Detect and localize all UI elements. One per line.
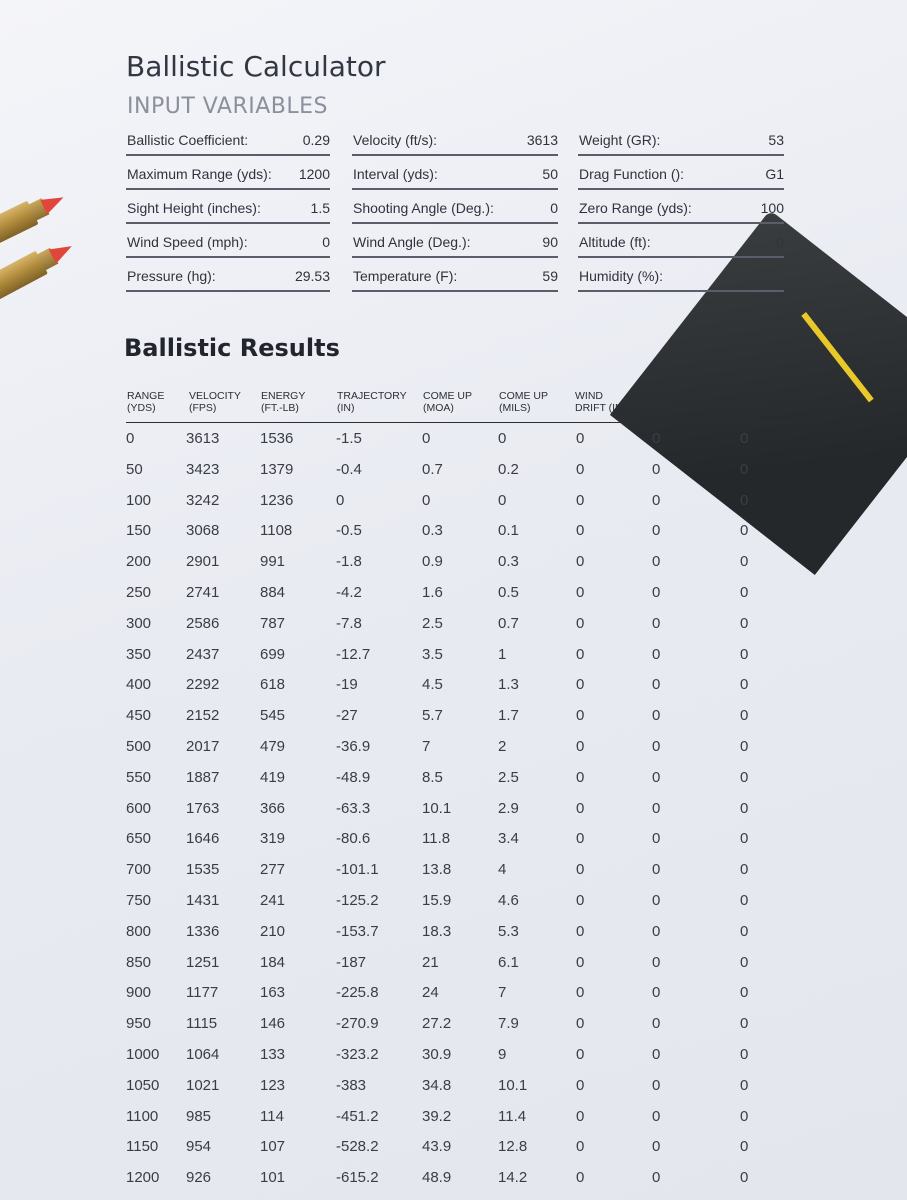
- cell-trajectory: -27: [336, 707, 358, 725]
- cell-velocity: 1646: [186, 830, 220, 848]
- table-row: [126, 917, 826, 948]
- table-row: [126, 670, 826, 701]
- column-header-energy: ENERGY (FT.-LB): [261, 390, 306, 414]
- cell-come-up-moa: 2.5: [422, 614, 443, 632]
- cell-velocity: 3613: [186, 430, 220, 447]
- cell-come-up-mils: 11.4: [498, 1107, 527, 1125]
- table-row: [126, 424, 826, 455]
- cell-range: 400: [126, 676, 152, 694]
- cell-trajectory: 0: [336, 491, 345, 509]
- table-row: [126, 886, 826, 917]
- page-title: Ballistic Calculator: [126, 50, 386, 83]
- cell-wind-drift-in: 0: [576, 491, 585, 509]
- cell-wind-drift-moa: 0: [652, 553, 661, 571]
- cell-wind-drift-in: 0: [576, 614, 585, 632]
- column-header-wind-drift-moa: WIND DRIFT (MOA): [652, 390, 714, 414]
- cell-come-up-moa: 24: [422, 984, 439, 1002]
- cell-trajectory: -270.9: [336, 1015, 379, 1033]
- table-row: [126, 1071, 826, 1102]
- table-row: [126, 1163, 826, 1194]
- cell-trajectory: -1.8: [336, 553, 362, 571]
- cell-range: 900: [126, 984, 152, 1002]
- cell-velocity: 1177: [186, 984, 219, 1002]
- cell-trajectory: -63.3: [336, 799, 371, 817]
- cell-wind-drift-in: 0: [576, 984, 585, 1002]
- table-row: [126, 640, 826, 671]
- cell-energy: 210: [260, 922, 286, 940]
- table-row: [126, 701, 826, 732]
- cell-energy: 1108: [260, 522, 293, 540]
- input-sight-height: Sight Height (inches): 1.5: [126, 194, 330, 224]
- cell-wind-drift-moa: 0: [652, 614, 661, 632]
- cell-range: 50: [126, 460, 143, 478]
- cell-come-up-moa: 0.9: [422, 553, 443, 571]
- cell-come-up-moa: 39.2: [422, 1107, 452, 1125]
- cell-wind-drift-moa: 0: [652, 1169, 661, 1187]
- cell-energy: 107: [260, 1138, 286, 1156]
- cell-velocity: 1115: [186, 1015, 218, 1033]
- cell-wind-drift-in: 0: [576, 430, 585, 447]
- cell-wind-drift-moa: 0: [652, 1045, 661, 1063]
- cell-energy: 884: [260, 583, 286, 601]
- cell-wind-drift-in: 0: [576, 737, 585, 755]
- cell-velocity: 2292: [186, 676, 220, 694]
- cell-energy: 163: [260, 984, 286, 1002]
- cell-energy: 123: [260, 1076, 286, 1094]
- cell-trajectory: -383: [336, 1076, 367, 1094]
- cell-trajectory: -225.8: [336, 984, 379, 1002]
- cell-wind-drift-in: 0: [576, 1138, 585, 1156]
- cell-wind-drift-in: 0: [576, 768, 585, 786]
- cell-range: 250: [126, 583, 152, 601]
- cell-wind-drift-mils: 0: [740, 645, 749, 663]
- cell-come-up-moa: 30.9: [422, 1045, 452, 1063]
- cell-trajectory: -0.4: [336, 460, 362, 478]
- column-header-velocity: VELOCITY (FPS): [189, 390, 241, 414]
- cell-come-up-moa: 10.1: [422, 799, 452, 817]
- cell-come-up-mils: 7.9: [498, 1015, 519, 1033]
- input-ballistic-coefficient: Ballistic Coefficient: 0.29: [126, 126, 330, 156]
- cell-come-up-moa: 48.9: [422, 1169, 452, 1187]
- cell-energy: 618: [260, 676, 286, 694]
- results-table-header: [126, 390, 824, 423]
- cell-range: 0: [126, 430, 135, 447]
- cell-wind-drift-in: 0: [576, 583, 585, 601]
- table-row: [126, 824, 826, 855]
- cell-come-up-mils: 0.3: [498, 553, 519, 571]
- results-table-body: [126, 424, 826, 1194]
- cell-wind-drift-mils: 0: [740, 553, 749, 571]
- cell-velocity: 2437: [186, 645, 220, 663]
- cell-trajectory: -48.9: [336, 768, 371, 786]
- input-humidity: Humidity (%):: [578, 262, 784, 292]
- cell-wind-drift-in: 0: [576, 830, 585, 848]
- cell-come-up-mils: 2.9: [498, 799, 519, 817]
- cell-wind-drift-in: 0: [576, 553, 585, 571]
- cell-wind-drift-moa: 0: [652, 1015, 661, 1033]
- cell-velocity: 1887: [186, 768, 220, 786]
- table-row: [126, 516, 826, 547]
- cell-trajectory: -125.2: [336, 891, 379, 909]
- cell-come-up-mils: 0.7: [498, 614, 519, 632]
- table-row: [126, 578, 826, 609]
- cell-come-up-mils: 2: [498, 737, 507, 755]
- cell-wind-drift-mils: 0: [740, 1015, 749, 1033]
- cell-wind-drift-moa: 0: [652, 861, 661, 879]
- cell-energy: 787: [260, 614, 286, 632]
- cell-velocity: 2152: [186, 707, 220, 725]
- cell-velocity: 2586: [186, 614, 220, 632]
- cell-wind-drift-mils: 0: [740, 984, 749, 1002]
- column-header-trajectory: TRAJECTORY (IN): [337, 390, 407, 414]
- cell-wind-drift-moa: 0: [652, 891, 661, 909]
- cell-range: 450: [126, 707, 152, 725]
- input-drag-function: Drag Function (): G1: [578, 160, 784, 190]
- cell-wind-drift-moa: 0: [652, 1076, 661, 1094]
- input-zero-range: Zero Range (yds): 100: [578, 194, 784, 224]
- cell-range: 1050: [126, 1076, 160, 1094]
- cell-velocity: 3242: [186, 491, 220, 509]
- input-weight: Weight (GR): 53: [578, 126, 784, 156]
- cell-trajectory: -19: [336, 676, 358, 694]
- cell-energy: 114: [260, 1107, 284, 1125]
- cell-wind-drift-moa: 0: [652, 676, 661, 694]
- cell-come-up-moa: 3.5: [422, 645, 443, 663]
- cell-wind-drift-mils: 0: [740, 676, 749, 694]
- cell-range: 500: [126, 737, 152, 755]
- cell-range: 200: [126, 553, 152, 571]
- table-row: [126, 732, 826, 763]
- table-row: [126, 794, 826, 825]
- cell-come-up-mils: 4.6: [498, 891, 519, 909]
- cell-wind-drift-moa: 0: [652, 1107, 661, 1125]
- cell-come-up-moa: 0: [422, 491, 431, 509]
- input-variables-heading: INPUT VARIABLES: [127, 94, 328, 119]
- cell-velocity: 954: [186, 1138, 212, 1156]
- table-row: [126, 1009, 826, 1040]
- table-row: [126, 978, 826, 1009]
- cell-range: 150: [126, 522, 152, 540]
- input-column-3: [578, 126, 784, 296]
- cell-range: 350: [126, 645, 152, 663]
- cell-velocity: 3423: [186, 460, 220, 478]
- cell-energy: 101: [260, 1169, 286, 1187]
- cell-come-up-moa: 27.2: [422, 1015, 452, 1033]
- cell-velocity: 2741: [186, 583, 220, 601]
- cell-velocity: 1021: [186, 1076, 220, 1094]
- column-header-wind-drift-mils: WIND DRIFT (MILS): [740, 390, 802, 414]
- cell-wind-drift-mils: 0: [740, 1138, 749, 1156]
- cell-wind-drift-mils: 0: [740, 583, 749, 601]
- cell-come-up-moa: 0.3: [422, 522, 443, 540]
- cell-wind-drift-mils: 0: [740, 830, 749, 848]
- cell-trajectory: -0.5: [336, 522, 362, 540]
- cell-wind-drift-moa: 0: [652, 922, 661, 940]
- cell-energy: 419: [260, 768, 286, 786]
- cell-wind-drift-mils: 0: [740, 799, 749, 817]
- cell-wind-drift-mils: 0: [740, 1045, 749, 1063]
- column-header-come-up-mils: COME UP (MILS): [499, 390, 549, 414]
- cell-range: 1000: [126, 1045, 160, 1063]
- cell-wind-drift-moa: 0: [652, 1138, 661, 1156]
- cell-come-up-mils: 0.1: [498, 522, 519, 540]
- cell-come-up-mils: 9: [498, 1045, 507, 1063]
- cell-trajectory: -323.2: [336, 1045, 379, 1063]
- cell-come-up-mils: 14.2: [498, 1169, 528, 1187]
- cell-wind-drift-in: 0: [576, 460, 585, 478]
- table-row: [126, 1102, 826, 1133]
- cell-come-up-moa: 11.8: [422, 830, 451, 848]
- cell-wind-drift-in: 0: [576, 676, 585, 694]
- cell-trajectory: -4.2: [336, 583, 362, 601]
- cell-come-up-moa: 8.5: [422, 768, 443, 786]
- cell-wind-drift-moa: 0: [652, 830, 661, 848]
- cell-wind-drift-mils: 0: [740, 861, 749, 879]
- cell-range: 1100: [126, 1107, 159, 1125]
- cell-energy: 366: [260, 799, 286, 817]
- cell-come-up-moa: 34.8: [422, 1076, 452, 1094]
- cell-wind-drift-moa: 0: [652, 645, 661, 663]
- cell-energy: 479: [260, 737, 286, 755]
- cell-velocity: 2017: [186, 737, 220, 755]
- cell-wind-drift-mils: 0: [740, 953, 749, 971]
- cell-wind-drift-mils: 0: [740, 1107, 749, 1125]
- cell-come-up-moa: 21: [422, 953, 439, 971]
- cell-wind-drift-in: 0: [576, 707, 585, 725]
- cell-come-up-moa: 0: [422, 430, 431, 447]
- cell-range: 850: [126, 953, 152, 971]
- table-row: [126, 855, 826, 886]
- table-row: [126, 763, 826, 794]
- cell-come-up-moa: 15.9: [422, 891, 452, 909]
- cell-come-up-mils: 0.5: [498, 583, 519, 601]
- cell-trajectory: -80.6: [336, 830, 371, 848]
- cell-come-up-mils: 1.7: [498, 707, 519, 725]
- cell-velocity: 1535: [186, 861, 220, 879]
- cell-trajectory: -12.7: [336, 645, 371, 663]
- cell-wind-drift-mils: 0: [740, 460, 749, 478]
- cell-trajectory: -36.9: [336, 737, 371, 755]
- cell-wind-drift-in: 0: [576, 922, 585, 940]
- cell-trajectory: -101.1: [336, 861, 379, 879]
- cell-wind-drift-moa: 0: [652, 707, 661, 725]
- cell-range: 800: [126, 922, 152, 940]
- cell-wind-drift-moa: 0: [652, 583, 661, 601]
- cell-wind-drift-moa: 0: [652, 522, 661, 540]
- input-wind-angle: Wind Angle (Deg.): 90: [352, 228, 558, 258]
- table-row: [126, 1040, 826, 1071]
- cell-energy: 1379: [260, 460, 294, 478]
- input-column-1: [126, 126, 330, 296]
- cell-come-up-mils: 3.4: [498, 830, 519, 848]
- cell-come-up-moa: 7: [422, 737, 431, 755]
- cell-range: 750: [126, 891, 152, 909]
- cell-come-up-moa: 43.9: [422, 1138, 452, 1156]
- table-row: [126, 609, 826, 640]
- cell-come-up-moa: 0.7: [422, 460, 443, 478]
- cell-wind-drift-mils: 0: [740, 614, 749, 632]
- table-row: [126, 455, 826, 486]
- cell-wind-drift-moa: 0: [652, 460, 661, 478]
- cell-range: 650: [126, 830, 152, 848]
- cell-wind-drift-in: 0: [576, 1045, 585, 1063]
- cell-wind-drift-mils: 0: [740, 1076, 749, 1094]
- cell-come-up-moa: 5.7: [422, 707, 443, 725]
- cell-wind-drift-in: 0: [576, 1169, 585, 1187]
- cell-wind-drift-in: 0: [576, 891, 585, 909]
- cell-energy: 133: [260, 1045, 286, 1063]
- cell-wind-drift-moa: 0: [652, 768, 661, 786]
- cell-wind-drift-moa: 0: [652, 799, 661, 817]
- cell-come-up-mils: 1: [498, 645, 507, 663]
- cell-range: 1150: [126, 1138, 159, 1156]
- cell-range: 550: [126, 768, 152, 786]
- input-maximum-range: Maximum Range (yds): 1200: [126, 160, 330, 190]
- cell-wind-drift-mils: 0: [740, 922, 749, 940]
- cell-range: 700: [126, 861, 152, 879]
- cell-wind-drift-mils: 0: [740, 768, 749, 786]
- cell-velocity: 1431: [186, 891, 220, 909]
- cell-range: 1200: [126, 1169, 160, 1187]
- table-row: [126, 1132, 826, 1163]
- input-column-2: [352, 126, 558, 296]
- cell-energy: 1236: [260, 491, 294, 509]
- cell-come-up-moa: 1.6: [422, 583, 443, 601]
- cell-range: 950: [126, 1015, 152, 1033]
- cell-wind-drift-mils: 0: [740, 737, 749, 755]
- cell-come-up-mils: 12.8: [498, 1138, 528, 1156]
- cell-come-up-mils: 0.2: [498, 460, 519, 478]
- column-header-come-up-moa: COME UP (MOA): [423, 390, 473, 414]
- cell-energy: 545: [260, 707, 286, 725]
- cell-energy: 277: [260, 861, 286, 879]
- cell-come-up-mils: 0: [498, 430, 507, 447]
- cell-wind-drift-in: 0: [576, 645, 585, 663]
- input-pressure: Pressure (hg): 29.53: [126, 262, 330, 292]
- cell-wind-drift-in: 0: [576, 953, 585, 971]
- cell-range: 600: [126, 799, 152, 817]
- column-header-range: RANGE (YDS): [127, 390, 165, 414]
- cell-come-up-mils: 6.1: [498, 953, 519, 971]
- cell-range: 300: [126, 614, 152, 632]
- cell-energy: 146: [260, 1015, 286, 1033]
- cell-wind-drift-in: 0: [576, 1107, 585, 1125]
- cell-wind-drift-in: 0: [576, 861, 585, 879]
- cell-wind-drift-mils: 0: [740, 491, 749, 509]
- cell-energy: 241: [260, 891, 286, 909]
- input-temperature: Temperature (F): 59: [352, 262, 558, 292]
- cell-trajectory: -187: [336, 953, 367, 971]
- cell-wind-drift-moa: 0: [652, 984, 661, 1002]
- cell-energy: 1536: [260, 430, 294, 447]
- cell-come-up-moa: 13.8: [422, 861, 452, 879]
- cell-wind-drift-in: 0: [576, 799, 585, 817]
- cell-velocity: 1763: [186, 799, 220, 817]
- cell-wind-drift-mils: 0: [740, 707, 749, 725]
- cell-come-up-moa: 4.5: [422, 676, 443, 694]
- cell-come-up-mils: 5.3: [498, 922, 519, 940]
- cell-come-up-mils: 2.5: [498, 768, 519, 786]
- cell-trajectory: -615.2: [336, 1169, 379, 1187]
- cell-velocity: 926: [186, 1169, 212, 1187]
- cell-come-up-mils: 0: [498, 491, 507, 509]
- cell-wind-drift-in: 0: [576, 522, 585, 540]
- cell-wind-drift-in: 0: [576, 1076, 585, 1094]
- cell-velocity: 985: [186, 1107, 212, 1125]
- cell-trajectory: -1.5: [336, 430, 362, 447]
- column-header-wind-drift-in: WIND DRIFT (IN): [575, 390, 627, 414]
- cell-velocity: 3068: [186, 522, 220, 540]
- cell-velocity: 1251: [186, 953, 220, 971]
- cell-come-up-mils: 1.3: [498, 676, 519, 694]
- cell-energy: 319: [260, 830, 286, 848]
- cell-wind-drift-mils: 0: [740, 522, 749, 540]
- cell-trajectory: -153.7: [336, 922, 379, 940]
- cell-energy: 184: [260, 953, 286, 971]
- cell-wind-drift-mils: 0: [740, 430, 749, 447]
- table-row: [126, 486, 826, 517]
- cell-come-up-moa: 18.3: [422, 922, 452, 940]
- cell-come-up-mils: 4: [498, 861, 507, 879]
- cell-range: 100: [126, 491, 152, 509]
- cell-trajectory: -451.2: [336, 1107, 379, 1125]
- cell-wind-drift-moa: 0: [652, 430, 661, 447]
- cell-wind-drift-in: 0: [576, 1015, 585, 1033]
- cell-wind-drift-mils: 0: [740, 1169, 749, 1187]
- cell-energy: 699: [260, 645, 286, 663]
- table-row: [126, 547, 826, 578]
- input-velocity: Velocity (ft/s): 3613: [352, 126, 558, 156]
- cell-wind-drift-moa: 0: [652, 953, 661, 971]
- cell-trajectory: -528.2: [336, 1138, 379, 1156]
- cell-wind-drift-moa: 0: [652, 491, 661, 509]
- input-interval: Interval (yds): 50: [352, 160, 558, 190]
- table-row: [126, 948, 826, 979]
- cell-velocity: 2901: [186, 553, 220, 571]
- cell-wind-drift-mils: 0: [740, 891, 749, 909]
- input-wind-speed: Wind Speed (mph): 0: [126, 228, 330, 258]
- cell-come-up-mils: 7: [498, 984, 507, 1002]
- cell-trajectory: -7.8: [336, 614, 362, 632]
- cell-come-up-mils: 10.1: [498, 1076, 528, 1094]
- results-heading: Ballistic Results: [124, 334, 340, 362]
- cell-energy: 991: [260, 553, 286, 571]
- cell-velocity: 1064: [186, 1045, 220, 1063]
- input-shooting-angle: Shooting Angle (Deg.): 0: [352, 194, 558, 224]
- cell-wind-drift-moa: 0: [652, 737, 661, 755]
- cell-velocity: 1336: [186, 922, 220, 940]
- input-altitude: Altitude (ft): 0: [578, 228, 784, 258]
